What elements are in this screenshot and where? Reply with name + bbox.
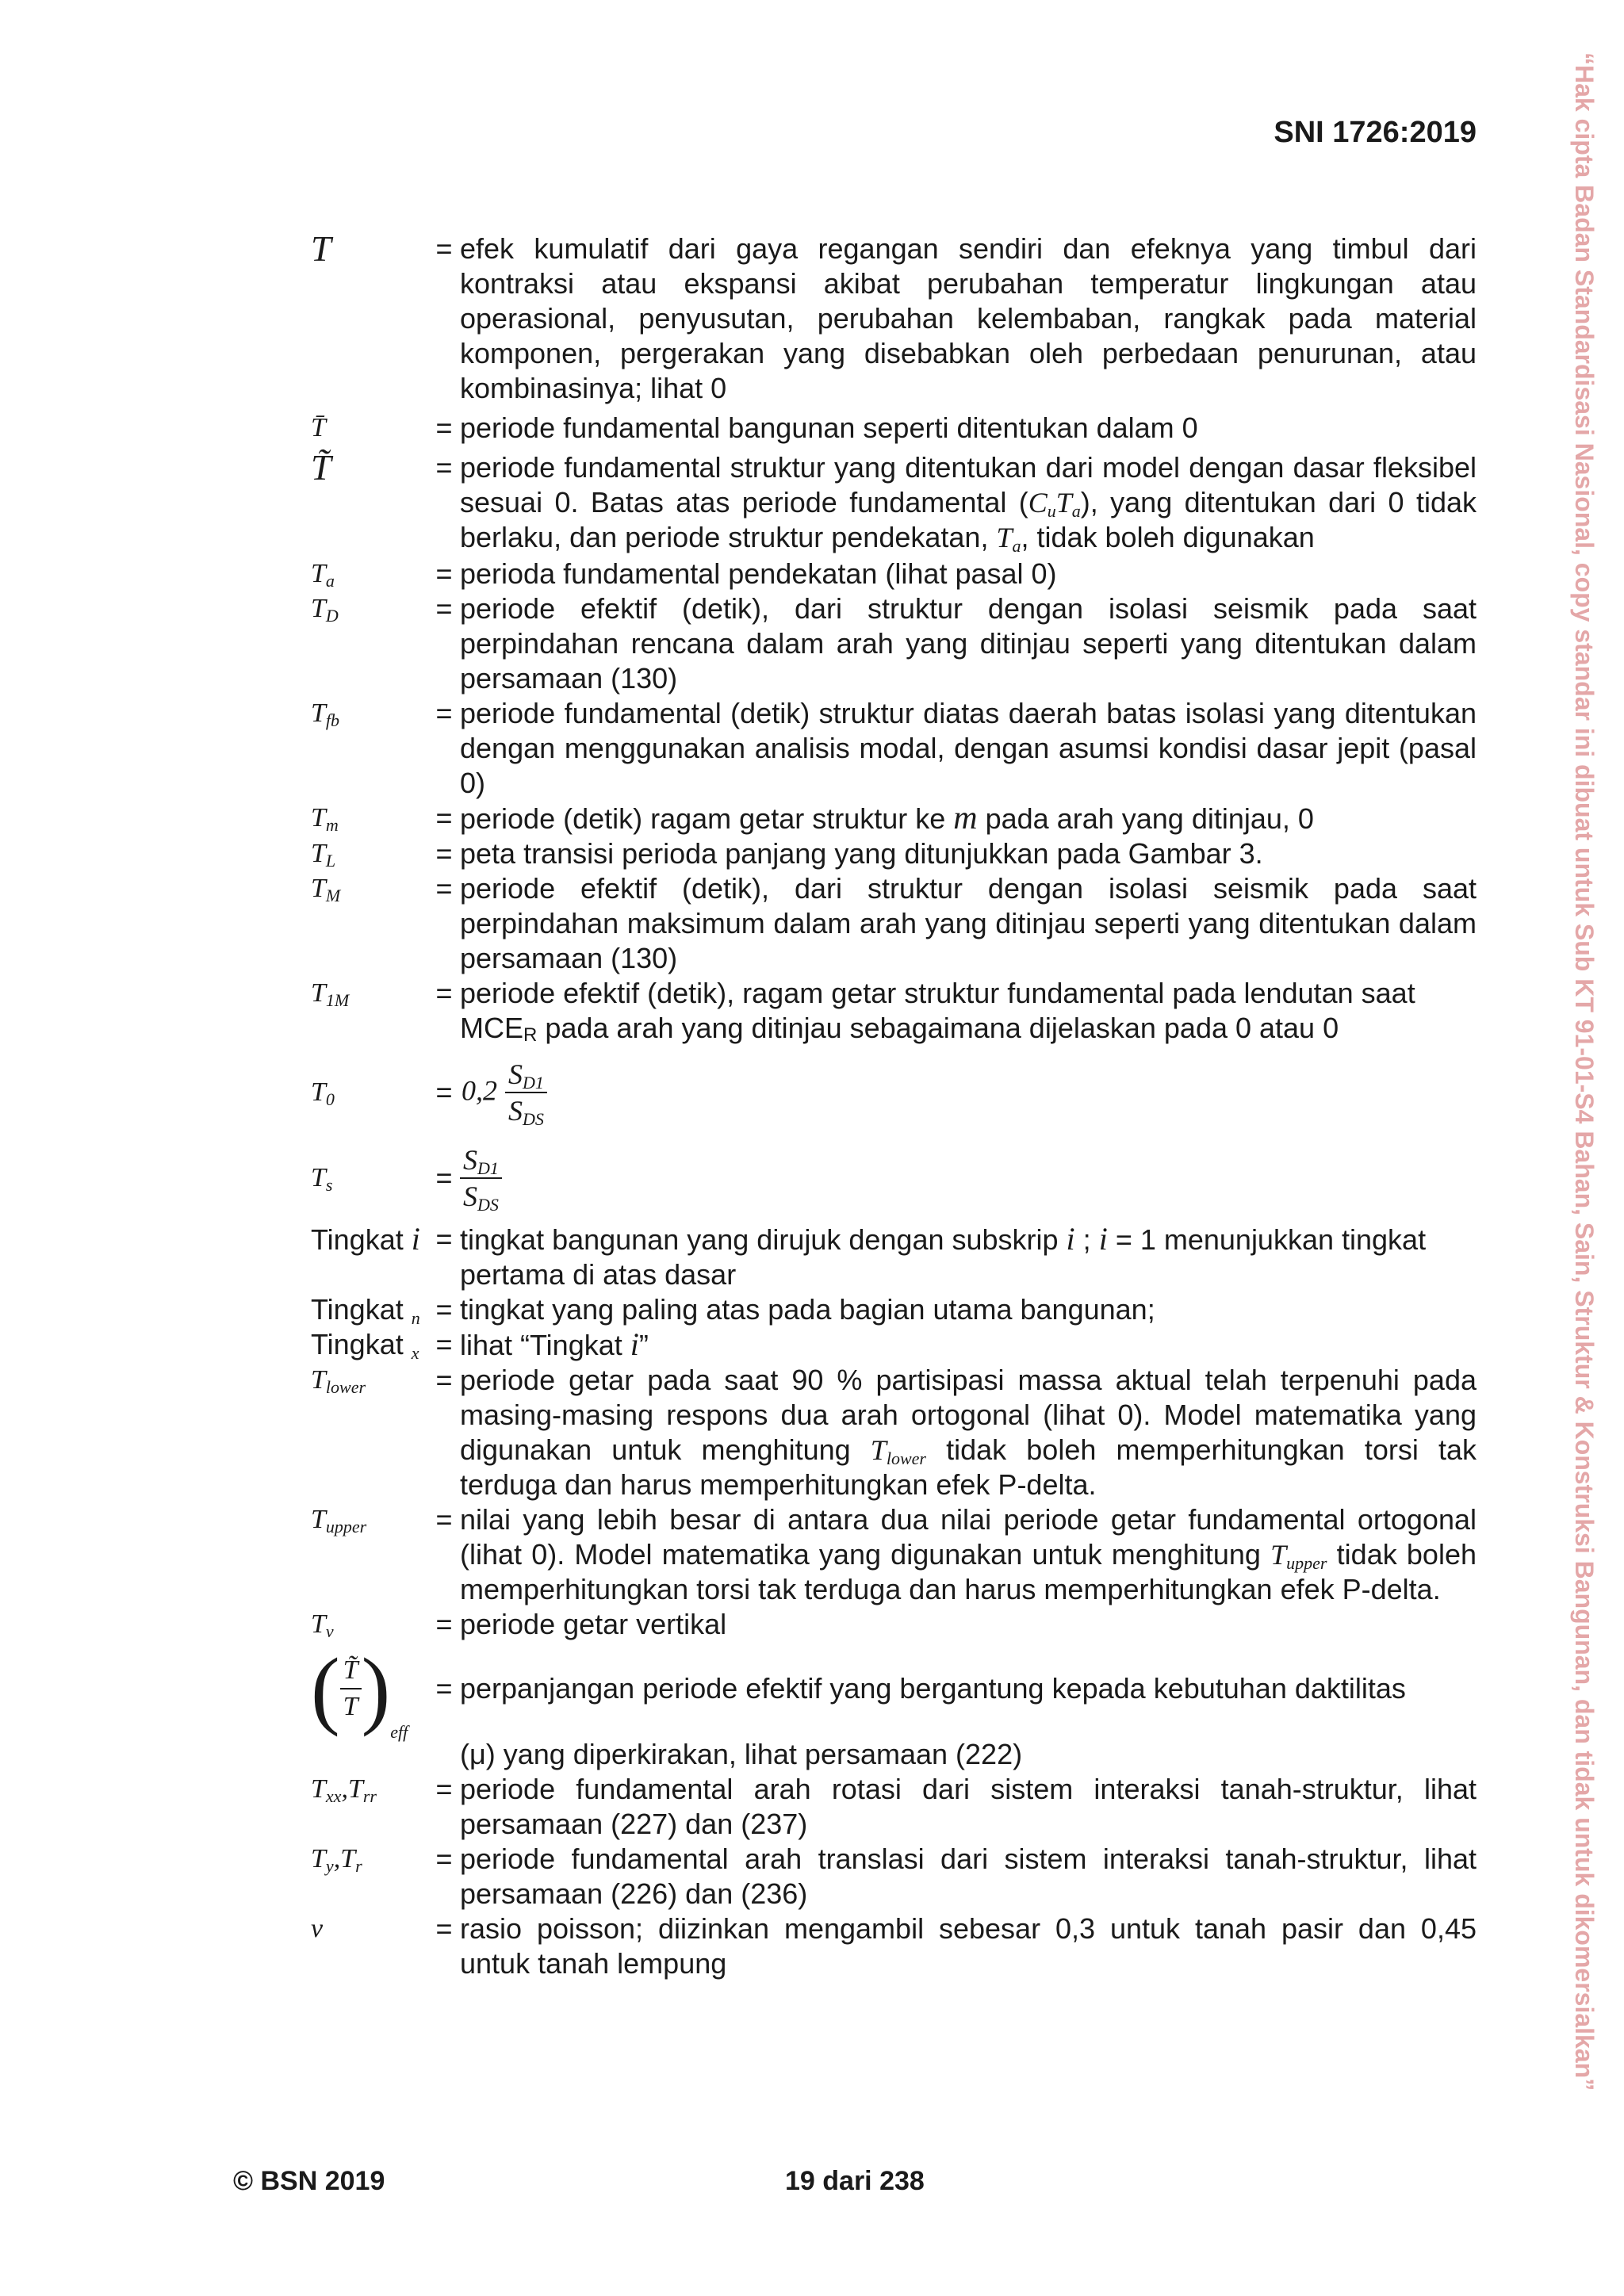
equals-sign: = [435,1773,453,1805]
equals-sign: = [435,1608,453,1640]
equals-sign: = [435,557,453,590]
def-Txx-Trr [311,1772,1477,1842]
symbol: $T_v$ [311,1609,334,1641]
symbol: v [311,1914,324,1943]
definition-text: rasio poisson; diizinkan mengambil sebesar 0,3 untuk tanah pasir dan 0,45 untuk tanah lempung [460,1912,1477,1980]
definition-text: perpanjangan periode efektif yang bergantung kepada kebutuhan daktilitas [460,1672,1406,1705]
equals-sign: = [435,1076,453,1108]
definition-text: tingkat bangunan yang dirujuk dengan subskrip i ; i = 1 menunjukkan tingkat pertama di atas dasar [460,1221,1427,1291]
def-Tupper [311,1502,1477,1607]
def-Ts [311,1142,1477,1214]
equals-sign: = [435,1223,453,1255]
definition-text: periode (detik) ragam getar struktur ke m pada arah yang ditinjau, 0 [460,800,1314,836]
def-v [311,1911,1477,1981]
equals-sign: = [435,592,453,625]
symbol: T [311,228,331,269]
symbol: $T_{fb}$ [311,698,340,730]
def-Tlower [311,1363,1477,1502]
definition-text: periode efektif (detik), ragam getar struktur fundamental pada lendutan saat $MCE_R$ pada arah yang ditinjau sebagaimana dijelaskan pada 0 atau 0 [460,977,1415,1046]
symbol: ( $\frac{T̃}{T}$ ) eff [311,1640,408,1742]
equals-sign: = [435,977,453,1009]
def-T-tilde [311,447,1477,556]
symbol: Tingkat $_n$ [311,1293,420,1328]
symbol: $T_M$ [311,874,341,905]
def-T-ratio [311,1640,1477,1742]
symbol: $T_a$ [311,559,335,591]
symbol: $T_D$ [311,594,339,626]
definition-text: periode fundamental arah translasi dari sistem interaksi tanah-struktur, lihat persamaan (226) dan (236) [460,1843,1477,1910]
def-T-bar [311,411,1477,446]
footer-copyright: © BSN 2019 [233,2166,385,2196]
definition-text: periode getar pada saat 90 % partisipasi massa aktual telah terpenuhi pada masing-masing respons dua arah ortogonal (lihat 0). Model matematika yang digunakan untuk menghitung $T_{lower}$ tidak boleh memperhitungkan torsi tak terduga dan harus memperhitungkan efek P-delta. [460,1364,1477,1501]
equals-sign: = [435,1364,453,1396]
equals-sign: = [435,802,453,834]
symbol: Tingkat $_x$ [311,1328,419,1363]
definition-text: periode fundamental arah rotasi dari sistem interaksi tanah-struktur, lihat persamaan (227) dan (237) [460,1773,1477,1840]
equals-sign: = [435,1503,453,1536]
definition-text: peta transisi perioda panjang yang ditunjukkan pada Gambar 3. [460,837,1263,870]
def-T [311,228,1477,406]
fraction: $\frac{S_{D1}}{S_{DS}}$ [505,1057,547,1128]
symbol: $T_{upper}$ [311,1505,367,1536]
def-T0 [311,1057,1477,1128]
def-TM [311,871,1477,976]
definition-text: perioda fundamental pendekatan (lihat pasal 0) [460,557,1057,590]
def-Ta [311,557,1477,591]
definition-text: periode fundamental bangunan seperti ditentukan dalam 0 [460,411,1198,444]
definition-text: periode fundamental (detik) struktur diatas daerah batas isolasi yang ditentukan dengan menggunakan analisis modal, dengan asumsi kondisi dasar jepit (pasal 0) [460,697,1477,799]
definition-text: periode efektif (detik), dari struktur dengan isolasi seismik pada saat perpindahan rencana dalam arah yang ditinjau seperti yang ditentukan dalam persamaan (130) [460,592,1477,695]
definition-text: efek kumulatif dari gaya regangan sendiri dan efeknya yang timbul dari kontraksi atau ekspansi akibat perubahan temperatur lingkungan atau operasional, penyusutan, perubahan kelembaban, rangkak pada material komponen, pergerakan yang disebabkan oleh perbedaan penurunan, atau kombinasinya; lihat 0 [460,232,1477,404]
equals-sign: = [435,1293,453,1326]
def-tingkat-x [311,1327,1477,1363]
equals-sign: = [435,1672,453,1705]
symbol: $T_{xx},T_{rr}$ [311,1774,377,1806]
symbol: $T_0$ [311,1077,335,1109]
equals-sign: = [435,411,453,444]
equals-sign: = [435,451,453,484]
symbol: $T_m$ [311,803,339,835]
equals-sign: = [435,837,453,870]
equals-sign: = [435,1912,453,1945]
fraction: $\frac{S_{D1}}{S_{DS}}$ [460,1142,502,1214]
equals-sign: = [435,1161,453,1194]
def-tingkat-i [311,1222,1477,1292]
equals-sign: = [435,697,453,729]
definition-text: periode getar vertikal [460,1608,727,1640]
equals-sign: = [435,232,453,265]
definitions-list [311,228,1477,1981]
def-TL [311,836,1477,871]
formula [460,1142,1477,1214]
definition-text: nilai yang lebih besar di antara dua nilai periode getar fundamental ortogonal (lihat 0). Model matematika yang digunakan untuk menghitung $T_{upper}$ tidak boleh memperhitungkan torsi tak terduga dan harus memperhitungkan efek P-delta. [460,1503,1477,1605]
definition-text: periode fundamental struktur yang ditentukan dari model dengan dasar fleksibel sesuai 0. Batas atas periode fundamental $(C_uT_a)$, yang ditentukan dari 0 tidak berlaku, dan periode struktur pendekatan, $T_a$, tidak boleh digunakan [460,451,1477,556]
definition-text: periode efektif (detik), dari struktur dengan isolasi seismik pada saat perpindahan maksimum dalam arah yang ditinjau seperti yang ditentukan dalam persamaan (130) [460,872,1477,974]
symbol: $T_L$ [311,839,336,871]
def-Tv [311,1607,1477,1642]
definition-text: (μ) yang diperkirakan, lihat persamaan (222) [460,1738,1023,1770]
def-T1M [311,976,1477,1046]
symbol: $T_{lower}$ [311,1365,366,1397]
equals-sign: = [435,1328,453,1360]
def-Tm [311,801,1477,836]
def-T-ratio-continued [311,1737,1477,1772]
def-tingkat-n [311,1292,1477,1327]
symbol: $T_{1M}$ [311,978,350,1010]
symbol: T̄ [311,413,326,442]
symbol: $T_y,T_r$ [311,1844,362,1876]
symbol: Tingkat i [311,1221,420,1257]
formula: 0,2 $\frac{S_{D1}}{S_{DS}}$ [460,1057,1477,1128]
document-code: SNI 1726:2019 [1274,116,1477,149]
definition-text: tingkat yang paling atas pada bagian utama bangunan; [460,1293,1155,1326]
symbol: T̃ [311,447,331,488]
definition-text: lihat “Tingkat i” [460,1326,649,1362]
footer-page-number: 19 dari 238 [785,2166,925,2196]
symbol: $T_s$ [311,1163,333,1195]
copyright-watermark: “Hak cipta Badan Standardisasi Nasional, copy standar ini dibuat untuk Sub KT 91-01-S4 Bahan, Sain, Struktur & Konstruksi Bangunan, dan tidak untuk dikomersialkan” [1570,52,1599,2091]
def-TD [311,591,1477,696]
equals-sign: = [435,1843,453,1875]
def-Ty-Tr [311,1842,1477,1911]
equals-sign: = [435,872,453,905]
def-Tfb [311,696,1477,801]
